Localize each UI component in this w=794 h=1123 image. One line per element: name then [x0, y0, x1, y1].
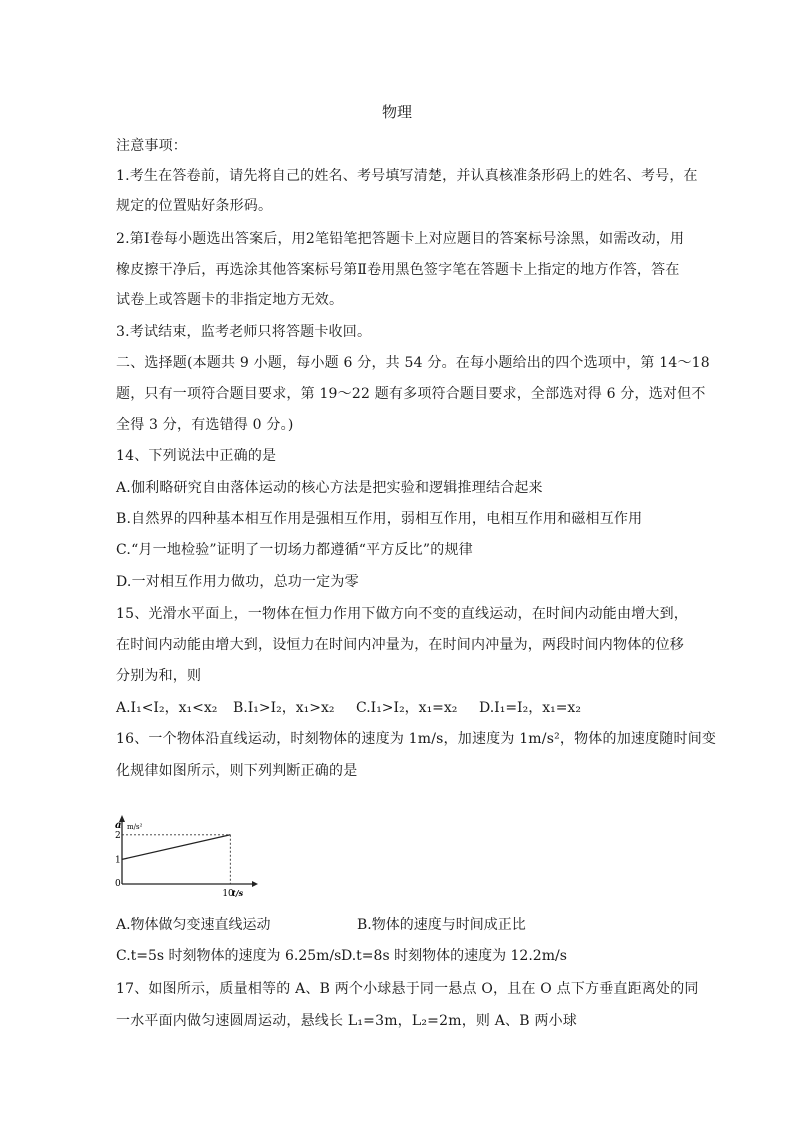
notice-item-2-line-1: 2.第Ⅰ卷每小题选出答案后，用2笔铅笔把答题卡上对应题目的答案标号涂黑，如需改动，用 [116, 231, 685, 247]
acceleration-time-graph [116, 814, 258, 902]
q15-option-c: C.I₁>I₂，x₁=x₂ [356, 700, 458, 716]
q14-option-b: B.自然界的四种基本相互作用是强相互作用，弱相互作用，电相互作用和磁相互作用 [116, 511, 643, 527]
q16-stem-line-1: 16、一个物体沿直线运动，时刻物体的速度为 1m/s，加速度为 1m/s²，物体的加速度随时间变 [116, 731, 717, 747]
q15-stem-line-3: 分别为和，则 [116, 668, 202, 684]
q16-option-c: C.t=5s 时刻物体的速度为 6.25m/s [116, 948, 342, 964]
x-tick-10: 10 [222, 889, 234, 899]
q14-stem: 14、下列说法中正确的是 [116, 448, 277, 464]
q15-stem-line-2: 在时间内动能由增大到，设恒力在时间内冲量为，在时间内冲量为，两段时间内物体的位移 [116, 637, 684, 653]
section-instructions-line-1: 二、选择题(本题共 9 小题，每小题 6 分，共 54 分。在每小题给出的四个选项中，第 14～18 [116, 355, 710, 371]
x-axis-label: t/s [232, 888, 244, 898]
q16-option-d: D.t=8s 时刻物体的速度为 12.2m/s [341, 948, 567, 964]
q14-option-c: C.“月一地检验”证明了一切场力都遵循“平方反比”的规律 [116, 542, 473, 558]
q15-option-d: D.I₁=I₂，x₁=x₂ [479, 700, 581, 716]
notice-item-1-line-2: 规定的位置贴好条形码。 [116, 198, 273, 214]
q17-stem-line-1: 17、如图所示，质量相等的 A、B 两个小球悬于同一悬点 O，且在 O 点下方垂直距离处的同 [116, 981, 699, 997]
q15-stem-line-1: 15、光滑水平面上，一物体在恒力作用下做方向不变的直线运动，在时间内动能由增大到， [116, 606, 689, 622]
y-unit-label: m/s² [127, 823, 143, 831]
section-instructions-line-2: 题，只有一项符合题目要求，第 19～22 题有多项符合题目要求，全部选对得 6 分，选对但不 [116, 386, 706, 402]
x-axis-arrow [252, 881, 258, 887]
y-tick-1: 1 [115, 855, 121, 866]
origin-label: 0 [115, 879, 121, 889]
page-title: 物理 [381, 103, 412, 121]
q15-option-a: A.I₁<I₂，x₁<x₂ [116, 700, 218, 716]
y-axis-label: a [115, 820, 122, 831]
acceleration-line [122, 835, 230, 860]
y-tick-2: 2 [115, 830, 121, 841]
notice-item-1-line-1: 1.考生在答卷前，请先将自己的姓名、考号填写清楚，并认真核准条形码上的姓名、考号，在 [116, 168, 698, 184]
notice-heading: 注意事项： [116, 138, 187, 154]
q14-option-d: D.一对相互作用力做功，总功一定为零 [116, 574, 359, 590]
section-instructions-line-3: 全得 3 分，有选错得 0 分。) [116, 417, 294, 433]
notice-item-2-line-3: 试卷上或答题卡的非指定地方无效。 [116, 292, 344, 308]
q16-stem-line-2: 化规律如图所示，则下列判断正确的是 [116, 763, 358, 779]
q16-option-a: A.物体做匀变速直线运动 [116, 917, 271, 933]
notice-item-3: 3.考试结束，监考老师只将答题卡收回。 [116, 324, 372, 340]
q17-stem-line-2: 一水平面内做匀速圆周运动，悬线长 L₁=3m，L₂=2m，则 A、B 两小球 [116, 1013, 577, 1029]
notice-item-2-line-2: 橡皮擦干净后，再选涂其他答案标号第Ⅱ卷用黑色签字笔在答题卡上指定的地方作答，答在 [116, 262, 680, 278]
q14-option-a: A.伽利略研究自由落体运动的核心方法是把实验和逻辑推理结合起来 [116, 480, 543, 496]
q15-option-b: B.I₁>I₂，x₁>x₂ [233, 700, 335, 716]
q16-option-b: B.物体的速度与时间成正比 [357, 917, 526, 933]
